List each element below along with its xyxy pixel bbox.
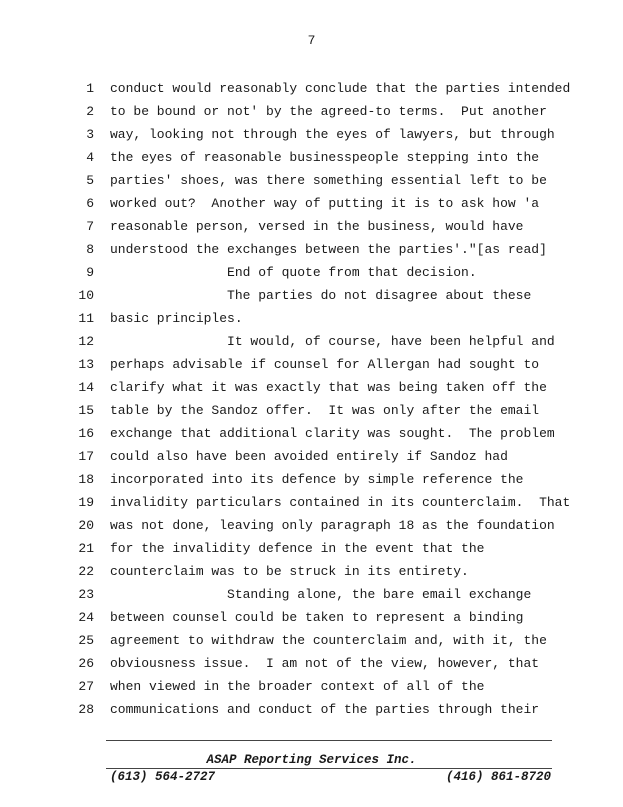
line-number: 16 xyxy=(78,426,94,441)
line-text: parties' shoes, was there something essential left to be xyxy=(110,173,547,188)
line-number: 18 xyxy=(78,472,94,487)
line-number: 12 xyxy=(78,334,94,349)
transcript-line xyxy=(0,652,623,675)
line-text: for the invalidity defence in the event that the xyxy=(110,541,485,556)
line-text: way, looking not through the eyes of lawyers, but through xyxy=(110,127,555,142)
transcript-line xyxy=(0,146,623,169)
line-text: invalidity particulars contained in its counterclaim. That xyxy=(110,495,571,510)
transcript-line xyxy=(0,330,623,353)
line-number: 15 xyxy=(78,403,94,418)
transcript-line xyxy=(0,123,623,146)
line-text: worked out? Another way of putting it is to ask how 'a xyxy=(110,196,540,211)
line-text: conduct would reasonably conclude that the parties intended xyxy=(110,81,571,96)
line-number: 7 xyxy=(86,219,94,234)
line-number: 20 xyxy=(78,518,94,533)
line-number: 1 xyxy=(86,81,94,96)
line-number: 17 xyxy=(78,449,94,464)
line-number: 28 xyxy=(78,702,94,717)
transcript-line xyxy=(0,491,623,514)
line-text: basic principles. xyxy=(110,311,243,326)
transcript-line xyxy=(0,537,623,560)
line-text: exchange that additional clarity was sought. The problem xyxy=(110,426,555,441)
line-number: 25 xyxy=(78,633,94,648)
line-text: to be bound or not' by the agreed-to terms. Put another xyxy=(110,104,547,119)
transcript-line xyxy=(0,629,623,652)
transcript-line xyxy=(0,353,623,376)
line-text: Standing alone, the bare email exchange xyxy=(110,587,532,602)
transcript-line xyxy=(0,422,623,445)
line-number: 2 xyxy=(86,104,94,119)
line-number: 21 xyxy=(78,541,94,556)
transcript-line xyxy=(0,698,623,721)
line-text: reasonable person, versed in the business, would have xyxy=(110,219,524,234)
line-text: the eyes of reasonable businesspeople stepping into the xyxy=(110,150,540,165)
transcript-line xyxy=(0,192,623,215)
transcript-line xyxy=(0,215,623,238)
footer-phone-toronto: (416) 861-8720 xyxy=(445,770,551,784)
line-number: 19 xyxy=(78,495,94,510)
transcript-line xyxy=(0,238,623,261)
transcript-line xyxy=(0,100,623,123)
transcript-line xyxy=(0,583,623,606)
transcript-line xyxy=(0,468,623,491)
line-text: The parties do not disagree about these xyxy=(110,288,532,303)
transcript-line xyxy=(0,514,623,537)
line-number: 3 xyxy=(86,127,94,142)
transcript-line xyxy=(0,606,623,629)
line-text: counterclaim was to be struck in its entirety. xyxy=(110,564,469,579)
line-text: communications and conduct of the parties through their xyxy=(110,702,540,717)
line-text: was not done, leaving only paragraph 18 as the foundation xyxy=(110,518,555,533)
page-number: 7 xyxy=(307,33,316,48)
line-number: 9 xyxy=(86,265,94,280)
line-number: 24 xyxy=(78,610,94,625)
line-text: between counsel could be taken to represent a binding xyxy=(110,610,524,625)
transcript-line xyxy=(0,307,623,330)
footer-phone-ottawa: (613) 564-2727 xyxy=(110,770,216,784)
line-number: 5 xyxy=(86,173,94,188)
line-text: It would, of course, have been helpful and xyxy=(110,334,555,349)
line-text: agreement to withdraw the counterclaim and, with it, the xyxy=(110,633,547,648)
line-number: 14 xyxy=(78,380,94,395)
transcript-line xyxy=(0,169,623,192)
line-number: 10 xyxy=(78,288,94,303)
line-number: 6 xyxy=(86,196,94,211)
transcript-line xyxy=(0,261,623,284)
transcript-line xyxy=(0,376,623,399)
transcript-line xyxy=(0,399,623,422)
line-number: 23 xyxy=(78,587,94,602)
transcript-line xyxy=(0,445,623,468)
line-text: obviousness issue. I am not of the view, however, that xyxy=(110,656,540,671)
line-text: understood the exchanges between the parties'."[as read] xyxy=(110,242,547,257)
footer-divider-lower xyxy=(106,768,552,769)
line-text: perhaps advisable if counsel for Allergan had sought to xyxy=(110,357,540,372)
line-number: 13 xyxy=(78,357,94,372)
line-number: 11 xyxy=(78,311,94,326)
footer-divider xyxy=(106,740,552,741)
line-text: when viewed in the broader context of all of the xyxy=(110,679,485,694)
line-number: 26 xyxy=(78,656,94,671)
line-text: clarify what it was exactly that was being taken off the xyxy=(110,380,547,395)
line-number: 4 xyxy=(86,150,94,165)
line-number: 22 xyxy=(78,564,94,579)
transcript-body xyxy=(0,77,623,721)
footer-company-name: ASAP Reporting Services Inc. xyxy=(206,753,417,767)
line-text: could also have been avoided entirely if Sandoz had xyxy=(110,449,508,464)
line-text: table by the Sandoz offer. It was only after the email xyxy=(110,403,540,418)
transcript-line xyxy=(0,77,623,100)
transcript-line xyxy=(0,284,623,307)
line-text: End of quote from that decision. xyxy=(110,265,477,280)
line-number: 27 xyxy=(78,679,94,694)
line-number: 8 xyxy=(86,242,94,257)
transcript-line xyxy=(0,560,623,583)
line-text: incorporated into its defence by simple reference the xyxy=(110,472,524,487)
transcript-line xyxy=(0,675,623,698)
